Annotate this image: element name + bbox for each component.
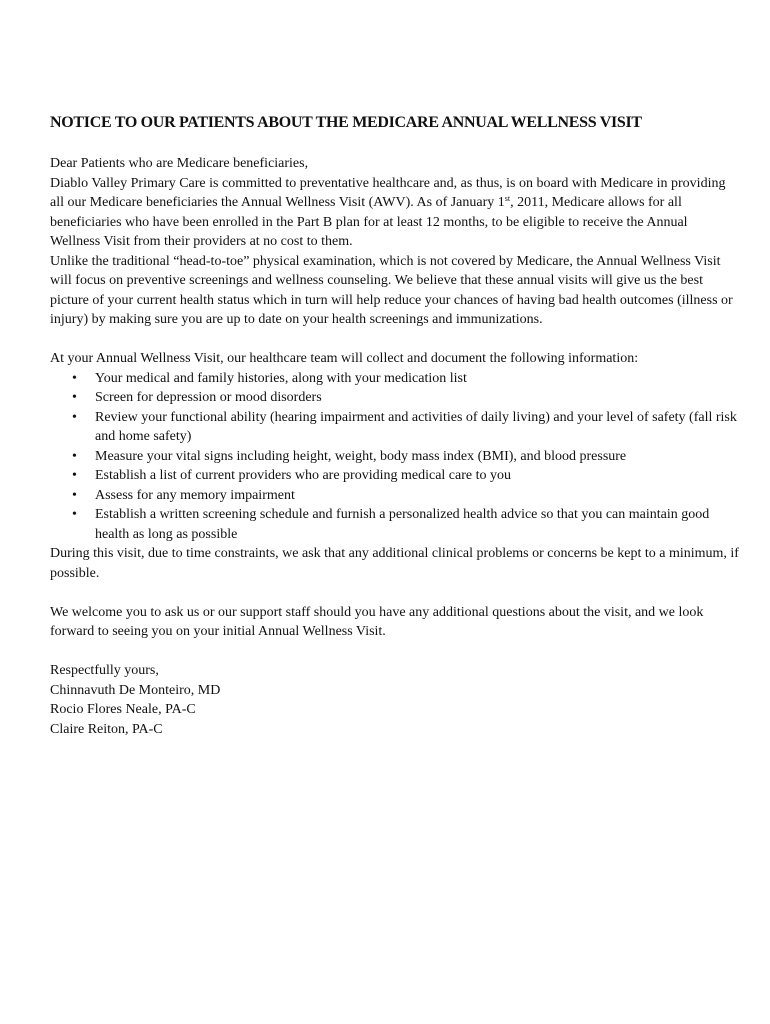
letter-body: [50, 154, 740, 739]
ordinal-suffix: st: [504, 194, 511, 203]
paragraph-spacer: [50, 642, 740, 662]
time-constraints-paragraph: During this visit, due to time constraints, we ask that any additional clinical problems or concerns be kept to a minimum, if possible.: [50, 546, 739, 581]
bullet-icon: •: [72, 448, 77, 464]
intro-text-start: Diablo Valley Primary Care is committed to preventative healthcare and, as thus, is on board with Medicare in providing all our Medicare beneficiaries the Annual Wellness Visit (AWV). As of January 1: [50, 175, 726, 210]
closing: Respectfully yours,: [50, 663, 159, 678]
awv-description-paragraph: Unlike the traditional “head-to-toe” physical examination, which is not covered by Medicare, the Annual Wellness Visit will focus on preventive screenings and wellness counseling. We believe that these annual visits will give us the best picture of your current health status which in turn will help reduce your chances of having bad health outcomes (illness or injury) by making sure you are up to date on your health screenings and immunizations.: [50, 253, 733, 327]
bullet-icon: •: [72, 487, 77, 503]
greeting: Dear Patients who are Medicare beneficiaries,: [50, 156, 309, 171]
list-item: [50, 447, 740, 467]
bullet-icon: •: [72, 370, 77, 386]
list-item-text: Establish a list of current providers who are providing medical care to you: [95, 468, 511, 483]
intro-paragraph: [50, 174, 740, 252]
signatory: Claire Reiton, PA-C: [50, 721, 163, 737]
list-item-text: Establish a written screening schedule and furnish a personalized health advice so that you can maintain good health as long as possible: [95, 507, 710, 542]
bullet-icon: •: [72, 390, 77, 405]
list-intro: At your Annual Wellness Visit, our healthcare team will collect and document the following information:: [50, 351, 639, 366]
intro-text-end: , 2011, Medicare allows for all beneficiaries who have been enrolled in the Part B plan for at least 12 months, to be eligible to receive the Annual Wellness Visit from their providers at no cost to them.: [50, 195, 688, 249]
signatory: Rocio Flores Neale, PA-C: [50, 702, 196, 717]
list-item-text: Assess for any memory impairment: [95, 487, 295, 503]
bullet-icon: •: [72, 468, 77, 483]
list-item: [50, 466, 740, 486]
list-item-text: Your medical and family histories, along with your medication list: [95, 370, 467, 386]
signatory: Chinnavuth De Monteiro, MD: [50, 682, 221, 698]
welcome-paragraph: We welcome you to ask us or our support staff should you have any additional questions about the visit, and we look forward to seeing you on your initial Annual Wellness Visit.: [50, 604, 704, 639]
paragraph-spacer: [50, 330, 740, 350]
list-item: [50, 369, 740, 389]
list-item: [50, 486, 740, 506]
list-item: [50, 408, 740, 447]
information-list: [50, 369, 740, 545]
list-item: [50, 388, 740, 408]
paragraph-spacer: [50, 583, 740, 603]
list-item-text: Review your functional ability (hearing impairment and activities of daily living) and your level of safety (fall risk and home safety): [95, 409, 737, 444]
bullet-icon: •: [72, 507, 77, 522]
list-item: [50, 505, 740, 544]
notice-title: NOTICE TO OUR PATIENTS ABOUT THE MEDICARE ANNUAL WELLNESS VISIT: [50, 114, 642, 131]
list-item-text: Measure your vital signs including height, weight, body mass index (BMI), and blood pressure: [95, 448, 627, 464]
bullet-icon: •: [72, 409, 77, 425]
list-item-text: Screen for depression or mood disorders: [95, 390, 322, 405]
